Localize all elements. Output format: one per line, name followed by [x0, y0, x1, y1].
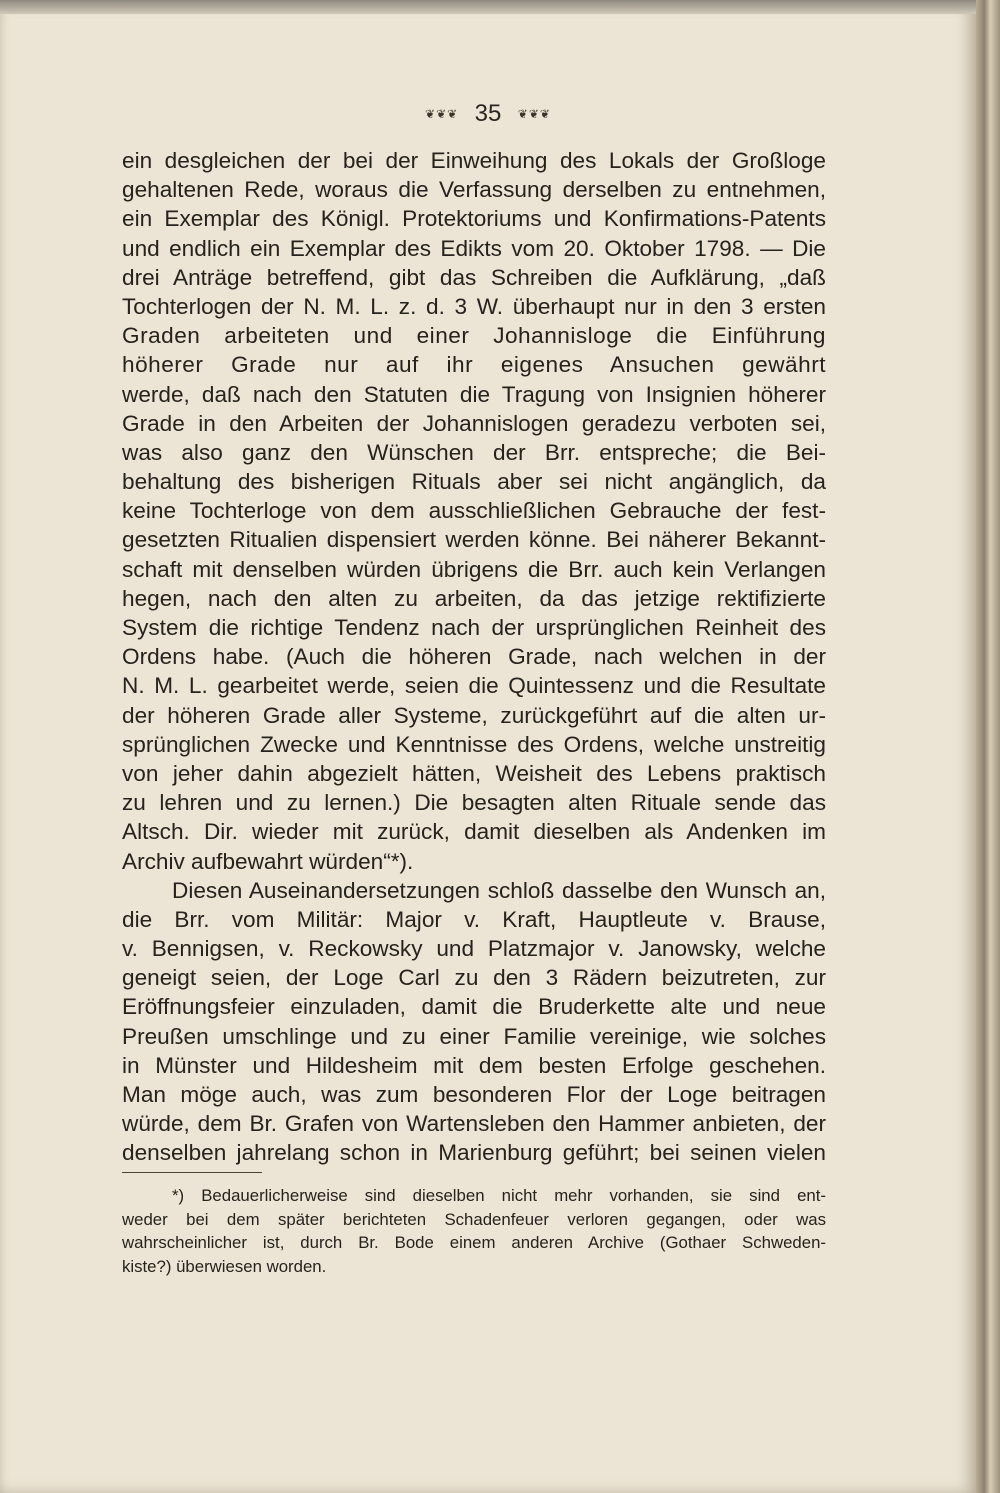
ornament-right: ❦❦❦ — [517, 107, 551, 121]
text-line: der höheren Grade aller Systeme, zurückgeführt auf die alten ur- — [122, 702, 826, 728]
text-line: geneigt seien, der Loge Carl zu den 3 Rädern beizutreten, zur — [122, 965, 826, 991]
text-line: Eröffnungsfeier einzuladen, damit die Bruderkette alte und neue — [122, 994, 826, 1020]
body-text — [122, 146, 826, 1168]
text-line: Ordens habe. (Auch die höheren Grade, nach welchen in der — [122, 644, 826, 670]
text-line: Altsch. Dir. wieder mit zurück, damit dieselben als Andenken im — [122, 819, 826, 845]
footnote-line: kiste?) überwiesen worden. — [122, 1256, 327, 1276]
text-line: drei Anträge betreffend, gibt das Schreiben die Aufklärung, „daß — [122, 264, 826, 290]
text-line: Tochterlogen der N. M. L. z. d. 3 W. überhaupt nur in den 3 ersten — [122, 293, 826, 319]
text-line: Diesen Auseinandersetzungen schloß dasselbe den Wunsch an, — [172, 877, 826, 903]
text-line: v. Bennigsen, v. Reckowsky und Platzmajor v. Janowsky, welche — [122, 936, 826, 962]
text-line: ein Exemplar des Königl. Protektoriums und Konfirmations-Patents — [122, 206, 826, 232]
text-line: würde, dem Br. Grafen von Wartensleben den Hammer anbieten, der — [122, 1111, 826, 1137]
text-line: ein desgleichen der bei der Einweihung des Lokals der Großloge — [122, 148, 826, 173]
text-line: System die richtige Tendenz nach der ursprünglichen Reinheit des — [122, 615, 826, 640]
text-line: die Brr. vom Militär: Major v. Kraft, Hauptleute v. Brause, — [122, 906, 826, 932]
text-line: schaft mit denselben würden übrigens die Brr. auch kein Verlangen — [122, 556, 826, 582]
text-line: gehaltenen Rede, woraus die Verfassung derselben zu entnehmen, — [122, 177, 826, 203]
page-number: 35 — [474, 100, 502, 127]
text-line: Archiv aufbewahrt würden“*). — [122, 848, 414, 874]
text-line: behaltung des bisherigen Rituals aber sei nicht angänglich, da — [122, 469, 826, 495]
ornament-left: ❦❦❦ — [425, 107, 459, 121]
text-line: werde, daß nach den Statuten die Tragung von Insignien höherer — [122, 381, 826, 407]
text-line: N. M. L. gearbeitet werde, seien die Quintessenz und die Resultate — [122, 673, 826, 699]
footnote-line: wahrscheinlicher ist, durch Br. Bode einem anderen Archive (Gothaer Schweden- — [122, 1233, 826, 1252]
text-line: und endlich ein Exemplar des Edikts vom 20. Oktober 1798. — Die — [122, 235, 826, 261]
text-line: was also ganz den Wünschen der Brr. entspreche; die Bei- — [122, 439, 826, 465]
footnote-line: weder bei dem später berichteten Schadenfeuer verloren gegangen, oder was — [122, 1209, 826, 1229]
page-top-shadow — [0, 0, 976, 14]
text-line: gesetzten Ritualien dispensiert werden könne. Bei näherer Bekannt- — [122, 527, 826, 553]
page-header — [0, 100, 976, 128]
text-line: keine Tochterloge von dem ausschließlichen Gebrauche der fest- — [122, 498, 826, 524]
book-edge — [976, 0, 1000, 1493]
text-line: denselben jahrelang schon in Marienburg geführt; bei seinen vielen — [122, 1140, 826, 1166]
text-line: Grade in den Arbeiten der Johannislogen geradezu verboten sei, — [122, 410, 826, 436]
text-line: Man möge auch, was zum besonderen Flor der Loge beitragen — [122, 1082, 826, 1107]
footnote-divider — [122, 1172, 262, 1173]
text-line: zu lehren und zu lernen.) Die besagten alten Rituale sende das — [122, 790, 826, 816]
footnote-line: *) Bedauerlicherweise sind dieselben nicht mehr vorhanden, sie sind ent- — [172, 1186, 826, 1205]
text-line: Preußen umschlinge und zu einer Familie vereinige, wie solches — [122, 1023, 826, 1049]
text-line: von jeher dahin abgezielt hätten, Weisheit des Lebens praktisch — [122, 760, 826, 786]
text-line: sprünglichen Zwecke und Kenntnisse des Ordens, welche unstreitig — [122, 731, 826, 757]
text-line: in Münster und Hildesheim mit dem besten Erfolge geschehen. — [122, 1052, 826, 1078]
text-line: höherer Grade nur auf ihr eigenes Ansuchen gewährt — [122, 352, 826, 378]
text-line: hegen, nach den alten zu arbeiten, da das jetzige rektifizierte — [122, 585, 826, 611]
text-line: Graden arbeiteten und einer Johannisloge die Einführung — [122, 323, 826, 349]
footnote — [122, 1184, 826, 1278]
